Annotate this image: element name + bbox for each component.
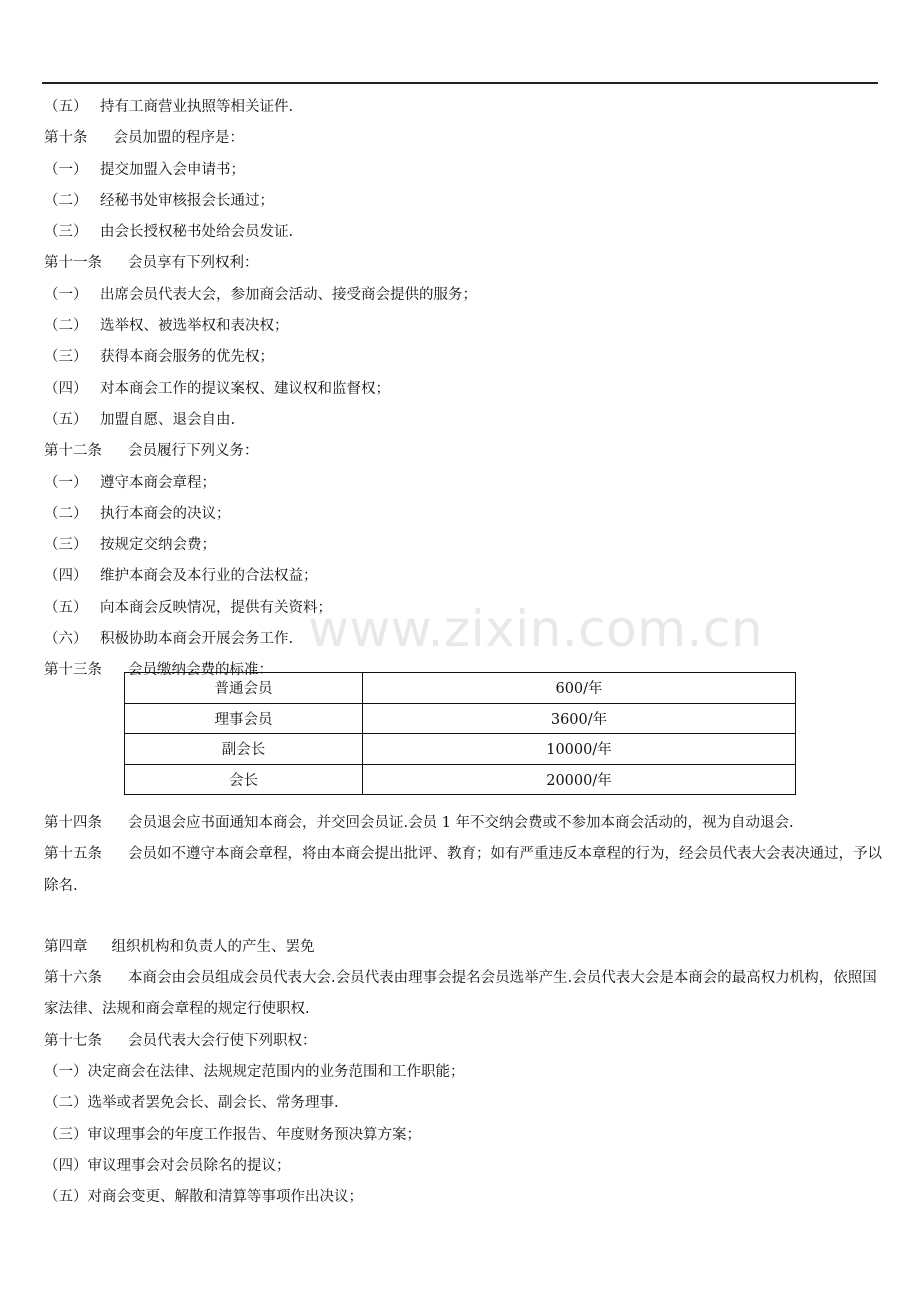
table-cell: 普通会员 <box>125 673 363 704</box>
list-item: （五） 加盟自愿、退会自由. <box>44 411 236 428</box>
list-item: （一）决定商会在法律、法规规定范围内的业务范围和工作职能； <box>44 1064 465 1081</box>
document-body-continued <box>44 808 884 1214</box>
chapter-heading: 第四章 组织机构和负责人的产生、罢免 <box>44 938 315 955</box>
list-item: （四） 维护本商会及本行业的合法权益； <box>44 568 318 585</box>
list-item: （六） 积极协助本商会开展会务工作. <box>44 631 294 648</box>
blank-line <box>44 902 884 932</box>
article-17: 第十七条 会员代表大会行使下列职权： <box>44 1032 317 1049</box>
list-item: （一） 提交加盟入会申请书； <box>44 161 245 178</box>
table-cell: 600/年 <box>363 673 796 704</box>
list-item: （一） 遵守本商会章程； <box>44 474 216 491</box>
list-item: （五） 向本商会反映情况，提供有关资料； <box>44 599 332 616</box>
table-row <box>125 703 796 734</box>
table-cell: 20000/年 <box>363 764 796 795</box>
article-heading: 第十一条 会员享有下列权利： <box>44 255 259 272</box>
article-heading: 第十二条 会员履行下列义务： <box>44 443 259 460</box>
document-body <box>44 92 882 687</box>
table-cell: 副会长 <box>125 734 363 765</box>
table-row <box>125 764 796 795</box>
article-heading: 第十三条 会员缴纳会费的标准： <box>44 662 273 679</box>
article-heading: 第十条 会员加盟的程序是： <box>44 130 244 147</box>
table-cell: 理事会员 <box>125 703 363 734</box>
article-14: 第十四条 会员退会应书面通知本商会，并交回会员证.会员 1 年不交纳会费或不参加本商会活动的，视为自动退会. <box>44 815 794 831</box>
list-item: （二） 经秘书处审核报会长通过； <box>44 192 274 209</box>
watermark-text: www.zixin.com.cn <box>308 600 764 658</box>
header-rule <box>42 82 878 84</box>
list-item: （三） 由会长授权秘书处给会员发证. <box>44 224 294 241</box>
list-item: （三）审议理事会的年度工作报告、年度财务预决算方案； <box>44 1126 421 1143</box>
list-item: （五）对商会变更、解散和清算等事项作出决议； <box>44 1189 363 1206</box>
list-item: （二） 选举权、被选举权和表决权； <box>44 318 289 335</box>
table-row <box>125 673 796 704</box>
list-item: （四）审议理事会对会员除名的提议； <box>44 1157 291 1174</box>
table-cell: 会长 <box>125 764 363 795</box>
fee-table <box>124 672 796 795</box>
table-cell: 10000/年 <box>363 734 796 765</box>
list-item: （五） 持有工商营业执照等相关证件. <box>44 99 294 115</box>
table-row <box>125 734 796 765</box>
list-item: （一） 出席会员代表大会，参加商会活动、接受商会提供的服务； <box>44 286 477 303</box>
list-item: （四） 对本商会工作的提议案权、建议权和监督权； <box>44 380 390 397</box>
table-cell: 3600/年 <box>363 703 796 734</box>
list-item: （三） 获得本商会服务的优先权； <box>44 349 274 366</box>
list-item: （二）选举或者罢免会长、副会长、常务理事. <box>44 1095 339 1112</box>
list-item: （二） 执行本商会的决议； <box>44 505 231 522</box>
list-item: （三） 按规定交纳会费； <box>44 537 216 554</box>
article-16: 第十六条 本商会由会员组成会员代表大会.会员代表由理事会提名会员选举产生.会员代表大会是本商会的最高权力机构，依照国家法律、法规和商会章程的规定行使职权. <box>44 970 877 1018</box>
article-15: 第十五条 会员如不遵守本商会章程，将由本商会提出批评、教育；如有严重违反本章程的行为，经会员代表大会表决通过，予以除名. <box>44 846 882 894</box>
